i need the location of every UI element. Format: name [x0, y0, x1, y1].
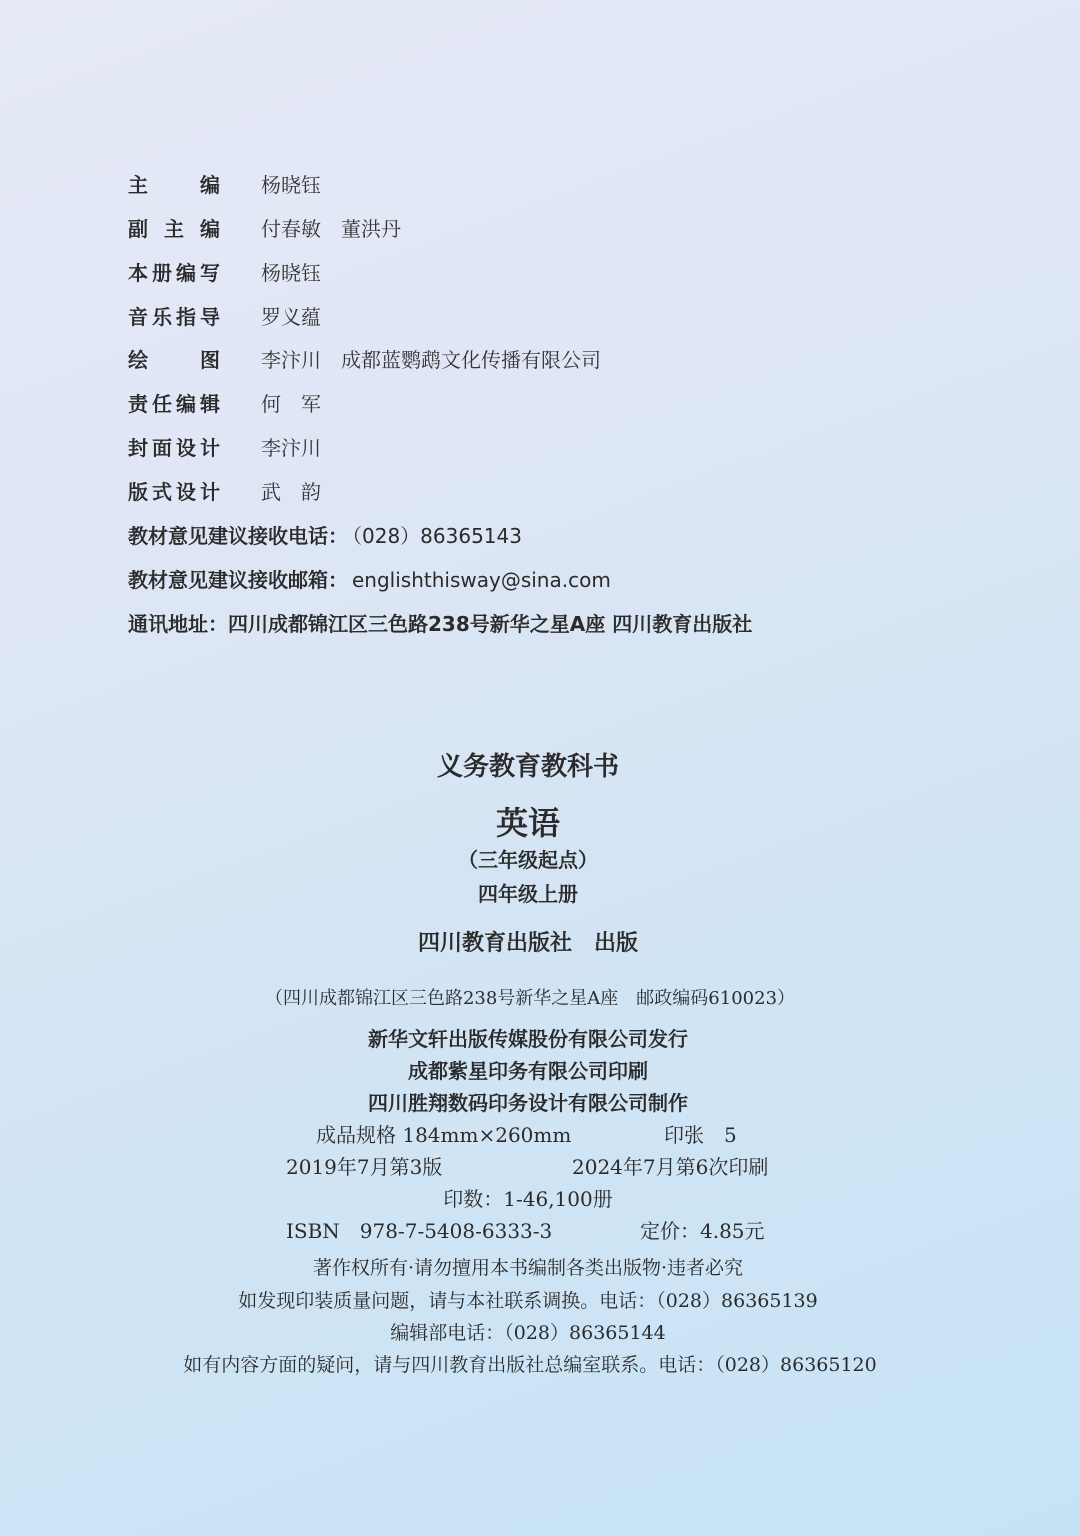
credit-names: 李汴川 [261, 436, 321, 460]
distributor: 新华文轩出版传媒股份有限公司发行 [368, 1027, 688, 1051]
printing-number: 2024年7月第6次印刷 [572, 1155, 769, 1179]
credit-names: 杨晓钰 [261, 261, 321, 285]
edition: 2019年7月第3版 [286, 1155, 443, 1179]
credit-role: 音乐指导 [128, 305, 220, 329]
credit-names: 杨晓钰 [261, 173, 321, 197]
publisher-address: （四川成都锦江区三色路238号新华之星A座 邮政编码610023） [264, 988, 796, 1009]
printer: 成都紫星印务有限公司印刷 [408, 1059, 648, 1083]
format-size: 成品规格 184mm×260mm [316, 1123, 572, 1147]
feedback-email [128, 567, 611, 593]
feedback-phone-label: 教材意见建议接收电话： [128, 524, 348, 548]
credit-names: 何 军 [261, 392, 321, 416]
editorial-phone: 编辑部电话：（028）86365144 [390, 1322, 666, 1344]
content-contact: 如有内容方面的疑问，请与四川教育出版社总编室联系。电话：（028）86365120 [183, 1354, 877, 1376]
credit-role: 主编 [128, 173, 220, 197]
credit-role: 版式设计 [128, 480, 220, 504]
isbn: ISBN 978-7-5408-6333-3 [286, 1219, 553, 1243]
credit-names: 武 韵 [261, 480, 321, 504]
credit-role: 绘图 [128, 348, 220, 372]
printing-sheets: 印张 5 [664, 1123, 737, 1147]
credit-names: 李汴川 成都蓝鹦鹉文化传播有限公司 [261, 348, 601, 372]
publisher: 四川教育出版社 出版 [417, 931, 638, 956]
start-level: （三年级起点） [458, 848, 598, 872]
mailing-address-value: 四川成都锦江区三色路238号新华之星A座 四川教育出版社 [228, 612, 753, 636]
subject-title: 英语 [495, 804, 560, 842]
series-title: 义务教育教科书 [436, 752, 619, 782]
feedback-phone [128, 523, 522, 549]
price: 定价：4.85元 [640, 1219, 765, 1243]
credit-names: 罗义蕴 [261, 305, 321, 329]
copyright-notice: 著作权所有·请勿擅用本书编制各类出版物·违者必究 [312, 1257, 744, 1279]
print-run: 印数：1-46,100册 [443, 1187, 613, 1211]
feedback-email-value: englishthisway@sina.com [352, 568, 611, 592]
mailing-address-label: 通讯地址： [128, 612, 228, 636]
feedback-phone-value: （028）86365143 [352, 524, 522, 548]
feedback-email-label: 教材意见建议接收邮箱： [128, 568, 348, 592]
producer: 四川胜翔数码印务设计有限公司制作 [368, 1091, 688, 1115]
volume: 四年级上册 [478, 882, 578, 906]
credit-names: 付春敏 董洪丹 [261, 217, 401, 241]
mailing-address [128, 611, 752, 637]
credit-role: 本册编写 [128, 261, 220, 285]
quality-notice: 如发现印装质量问题，请与本社联系调换。电话：（028）86365139 [238, 1290, 818, 1312]
credit-role: 责任编辑 [128, 392, 220, 416]
credit-role: 副主编 [128, 217, 220, 241]
credit-role: 封面设计 [128, 436, 220, 460]
